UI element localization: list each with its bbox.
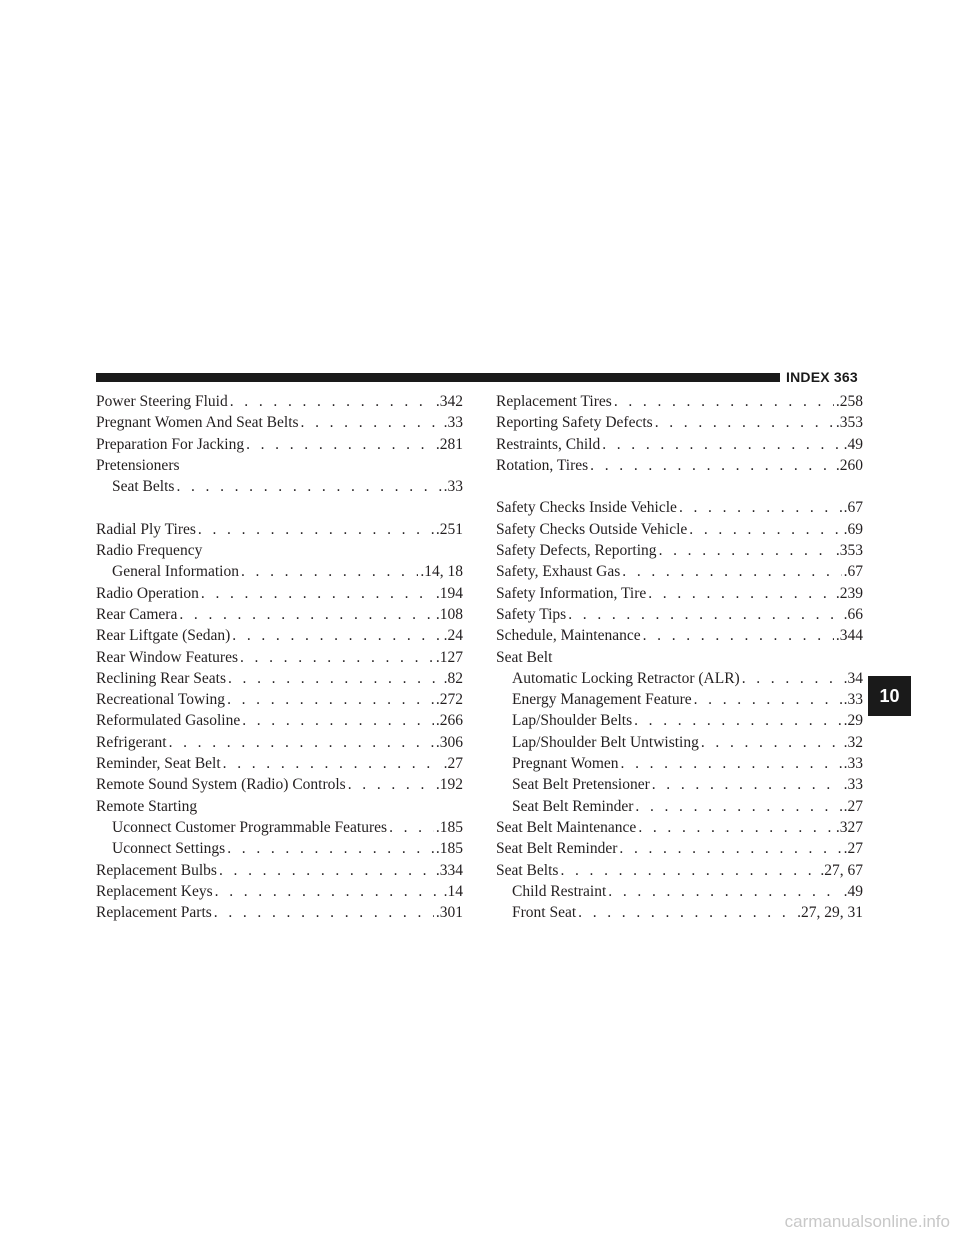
dot-leader: [179, 604, 434, 625]
index-subentry[interactable]: [96, 476, 463, 497]
index-entry[interactable]: [96, 604, 463, 625]
dot-leader: [578, 902, 795, 923]
entry-term: Safety Tips: [496, 605, 567, 623]
index-entry[interactable]: [496, 412, 863, 433]
index-entry[interactable]: [96, 689, 463, 710]
entry-term: Replacement Tires: [496, 393, 612, 410]
entry-term: Safety Defects, Reporting: [496, 542, 657, 560]
entry-page-number[interactable]: .33: [843, 691, 863, 709]
entry-page-number[interactable]: .67: [843, 563, 863, 581]
index-entry[interactable]: [496, 838, 863, 859]
index-entry[interactable]: [96, 434, 463, 455]
index-entry[interactable]: [96, 860, 463, 881]
entry-page-number[interactable]: .194: [435, 584, 463, 602]
index-entry[interactable]: [96, 412, 463, 433]
dot-leader: [621, 753, 842, 774]
dot-leader: [602, 434, 841, 455]
entry-page-number[interactable]: .192: [435, 776, 463, 794]
entry-term: Safety Checks Outside Vehicle: [496, 520, 688, 538]
index-entry[interactable]: [96, 710, 463, 731]
dot-leader: [619, 838, 841, 859]
entry-term: Reminder, Seat Belt: [96, 755, 221, 773]
index-subentry[interactable]: [496, 668, 863, 689]
entry-page-number[interactable]: .185: [435, 818, 463, 836]
entry-term: Reformulated Gasoline: [96, 712, 241, 730]
index-entry[interactable]: [496, 647, 863, 668]
dot-leader: [742, 668, 842, 689]
index-entry[interactable]: [496, 604, 863, 625]
index-entry[interactable]: [96, 668, 463, 689]
index-entry[interactable]: [96, 625, 463, 646]
entry-gap: [96, 497, 463, 518]
index-entry[interactable]: [496, 455, 863, 476]
index-entry[interactable]: [96, 753, 463, 774]
entry-term: General Information: [112, 563, 239, 581]
entry-page-number[interactable]: .24: [443, 627, 463, 645]
entry-page-number[interactable]: .258: [835, 393, 863, 410]
header-rule: [96, 373, 780, 382]
entry-term: Uconnect Customer Programmable Features: [112, 818, 388, 836]
dot-leader: [176, 476, 441, 497]
entry-page-number[interactable]: .353: [835, 542, 863, 560]
index-entry[interactable]: [96, 796, 463, 817]
entry-page-number[interactable]: .260: [835, 456, 863, 474]
entry-page-number[interactable]: .14: [443, 882, 463, 900]
entry-term: Recreational Towing: [96, 691, 226, 709]
entry-term: Rear Camera: [96, 605, 178, 623]
index-subentry[interactable]: [496, 689, 863, 710]
entry-page-number[interactable]: .239: [835, 584, 863, 602]
entry-page-number[interactable]: .27: [843, 840, 863, 858]
entry-page-number[interactable]: .33: [443, 478, 463, 496]
entry-term: Radio Operation: [96, 584, 199, 602]
dot-leader: [227, 838, 434, 859]
dot-leader: [348, 774, 434, 795]
entry-term: Pregnant Women And Seat Belts: [96, 414, 299, 432]
entry-page-number[interactable]: .27: [443, 755, 463, 773]
index-subentry[interactable]: [496, 732, 863, 753]
index-subentry[interactable]: [496, 902, 863, 923]
entry-page-number[interactable]: .69: [843, 520, 863, 538]
index-entry[interactable]: [496, 519, 863, 540]
entry-term: Rear Window Features: [96, 648, 238, 666]
index-subentry[interactable]: [96, 817, 463, 838]
dot-leader: [228, 668, 442, 689]
index-entry[interactable]: [96, 391, 463, 412]
entry-term: Seat Belt: [496, 648, 553, 666]
entry-term: Remote Sound System (Radio) Controls: [96, 776, 346, 794]
index-subentry[interactable]: [496, 753, 863, 774]
entry-term: Automatic Locking Retractor (ALR): [512, 669, 740, 687]
dot-leader: [694, 689, 842, 710]
entry-term: Front Seat: [512, 904, 577, 922]
entry-page-number[interactable]: .327: [835, 818, 863, 836]
entry-term: Seat Belt Reminder: [496, 840, 618, 858]
dot-leader: [223, 753, 442, 774]
entry-term: Lap/Shoulder Belts: [512, 712, 633, 730]
index-entry[interactable]: [496, 817, 863, 838]
dot-leader: [215, 881, 442, 902]
index-entry[interactable]: [96, 583, 463, 604]
entry-page-number[interactable]: .14, 18: [420, 563, 463, 581]
entry-page-number[interactable]: .27, 67: [820, 861, 863, 879]
index-entry[interactable]: [96, 774, 463, 795]
dot-leader: [169, 732, 434, 753]
index-entry[interactable]: [496, 434, 863, 455]
entry-term: Seat Belt Maintenance: [496, 818, 637, 836]
entry-gap: [496, 476, 863, 497]
dot-leader: [241, 561, 418, 582]
entry-page-number[interactable]: .272: [435, 691, 463, 709]
entry-page-number[interactable]: .127: [435, 648, 463, 666]
entry-term: Replacement Bulbs: [96, 861, 217, 879]
dot-leader: [643, 625, 834, 646]
entry-term: Pregnant Women: [512, 755, 619, 773]
entry-term: Safety Information, Tire: [496, 584, 647, 602]
index-entry[interactable]: [96, 647, 463, 668]
index-column-right: [496, 391, 863, 923]
entry-term: Seat Belt Pretensioner: [512, 776, 650, 794]
entry-page-number[interactable]: .353: [835, 414, 863, 432]
entry-page-number[interactable]: .342: [435, 393, 463, 410]
dot-leader: [659, 540, 834, 561]
entry-term: Restraints, Child: [496, 435, 601, 453]
dot-leader: [232, 625, 441, 646]
page-header: INDEX 363: [786, 369, 858, 385]
dot-leader: [608, 881, 841, 902]
dot-leader: [655, 412, 834, 433]
entry-page-number[interactable]: .82: [443, 669, 463, 687]
index-entry[interactable]: [96, 902, 463, 923]
dot-leader: [568, 604, 841, 625]
dot-leader: [301, 412, 442, 433]
dot-leader: [679, 497, 842, 518]
entry-page-number[interactable]: .281: [435, 435, 463, 453]
dot-leader: [560, 860, 818, 881]
dot-leader: [198, 519, 434, 540]
dot-leader: [219, 860, 434, 881]
index-entry[interactable]: [96, 540, 463, 561]
entry-term: Seat Belts: [496, 861, 559, 879]
index-entry[interactable]: [496, 561, 863, 582]
entry-term: Remote Starting: [96, 797, 198, 815]
entry-page-number[interactable]: .33: [443, 414, 463, 432]
index-entry[interactable]: [96, 519, 463, 540]
entry-page-number[interactable]: .27: [843, 797, 863, 815]
entry-term: Reclining Rear Seats: [96, 669, 226, 687]
dot-leader: [242, 710, 434, 731]
index-subentry[interactable]: [496, 881, 863, 902]
index-entry[interactable]: [496, 540, 863, 561]
index-entry[interactable]: [496, 583, 863, 604]
dot-leader: [240, 647, 434, 668]
index-entry[interactable]: [496, 625, 863, 646]
dot-leader: [701, 732, 842, 753]
entry-term: Energy Management Feature: [512, 691, 692, 709]
entry-page-number[interactable]: .27, 29, 31: [797, 904, 863, 922]
index-column-left: [96, 391, 463, 923]
dot-leader: [622, 561, 841, 582]
entry-page-number[interactable]: .67: [843, 499, 863, 517]
dot-leader: [230, 391, 434, 412]
entry-term: Radial Ply Tires: [96, 520, 196, 538]
entry-page-number[interactable]: .185: [435, 840, 463, 858]
entry-term: Replacement Parts: [96, 904, 212, 922]
entry-term: Safety, Exhaust Gas: [496, 563, 621, 581]
dot-leader: [634, 710, 842, 731]
index-entry[interactable]: [96, 881, 463, 902]
entry-term: Uconnect Settings: [112, 840, 226, 858]
dot-leader: [638, 817, 834, 838]
entry-term: Power Steering Fluid: [96, 393, 228, 410]
index-entry[interactable]: [96, 455, 463, 476]
entry-term: Safety Checks Inside Vehicle: [496, 499, 677, 517]
entry-term: Seat Belt Reminder: [512, 797, 634, 815]
entry-page-number[interactable]: .29: [843, 712, 863, 730]
dot-leader: [614, 391, 834, 412]
entry-page-number[interactable]: .301: [435, 904, 463, 922]
entry-term: Rear Liftgate (Sedan): [96, 627, 231, 645]
dot-leader: [227, 689, 434, 710]
index-subentry[interactable]: [496, 796, 863, 817]
entry-term: Pretensioners: [96, 456, 180, 474]
entry-page-number[interactable]: .306: [435, 733, 463, 751]
entry-page-number[interactable]: .49: [843, 435, 863, 453]
dot-leader: [652, 774, 842, 795]
index-subentry[interactable]: [496, 774, 863, 795]
index-subentry[interactable]: [496, 710, 863, 731]
entry-page-number[interactable]: .49: [843, 882, 863, 900]
entry-term: Schedule, Maintenance: [496, 627, 641, 645]
dot-leader: [246, 434, 434, 455]
entry-page-number[interactable]: .251: [435, 520, 463, 538]
entry-term: Preparation For Jacking: [96, 435, 245, 453]
index-entry[interactable]: [496, 497, 863, 518]
entry-page-number[interactable]: .66: [843, 605, 863, 623]
dot-leader: [590, 455, 834, 476]
index-subentry[interactable]: [96, 838, 463, 859]
dot-leader: [201, 583, 434, 604]
dot-leader: [648, 583, 834, 604]
entry-page-number[interactable]: .344: [835, 627, 863, 645]
entry-page-number[interactable]: .108: [435, 605, 463, 623]
entry-term: Rotation, Tires: [496, 456, 589, 474]
index-subentry[interactable]: [96, 561, 463, 582]
entry-page-number[interactable]: .334: [435, 861, 463, 879]
entry-term: Reporting Safety Defects: [496, 414, 653, 432]
index-entry[interactable]: [496, 860, 863, 881]
chapter-tab[interactable]: 10: [868, 676, 911, 716]
index-entry[interactable]: [496, 391, 863, 412]
dot-leader: [214, 902, 434, 923]
dot-leader: [635, 796, 841, 817]
dot-leader: [389, 817, 434, 838]
entry-term: Refrigerant: [96, 733, 167, 751]
dot-leader: [689, 519, 841, 540]
entry-term: Lap/Shoulder Belt Untwisting: [512, 733, 699, 751]
entry-page-number[interactable]: .33: [843, 755, 863, 773]
entry-page-number[interactable]: .33: [843, 776, 863, 794]
entry-term: Seat Belts: [112, 478, 175, 496]
entry-page-number[interactable]: .266: [435, 712, 463, 730]
entry-term: Child Restraint: [512, 882, 607, 900]
entry-term: Radio Frequency: [96, 542, 203, 560]
entry-page-number[interactable]: .32: [843, 733, 863, 751]
index-entry[interactable]: [96, 732, 463, 753]
entry-term: Replacement Keys: [96, 882, 213, 900]
entry-page-number[interactable]: .34: [843, 669, 863, 687]
watermark: carmanualsonline.info: [784, 1212, 950, 1231]
